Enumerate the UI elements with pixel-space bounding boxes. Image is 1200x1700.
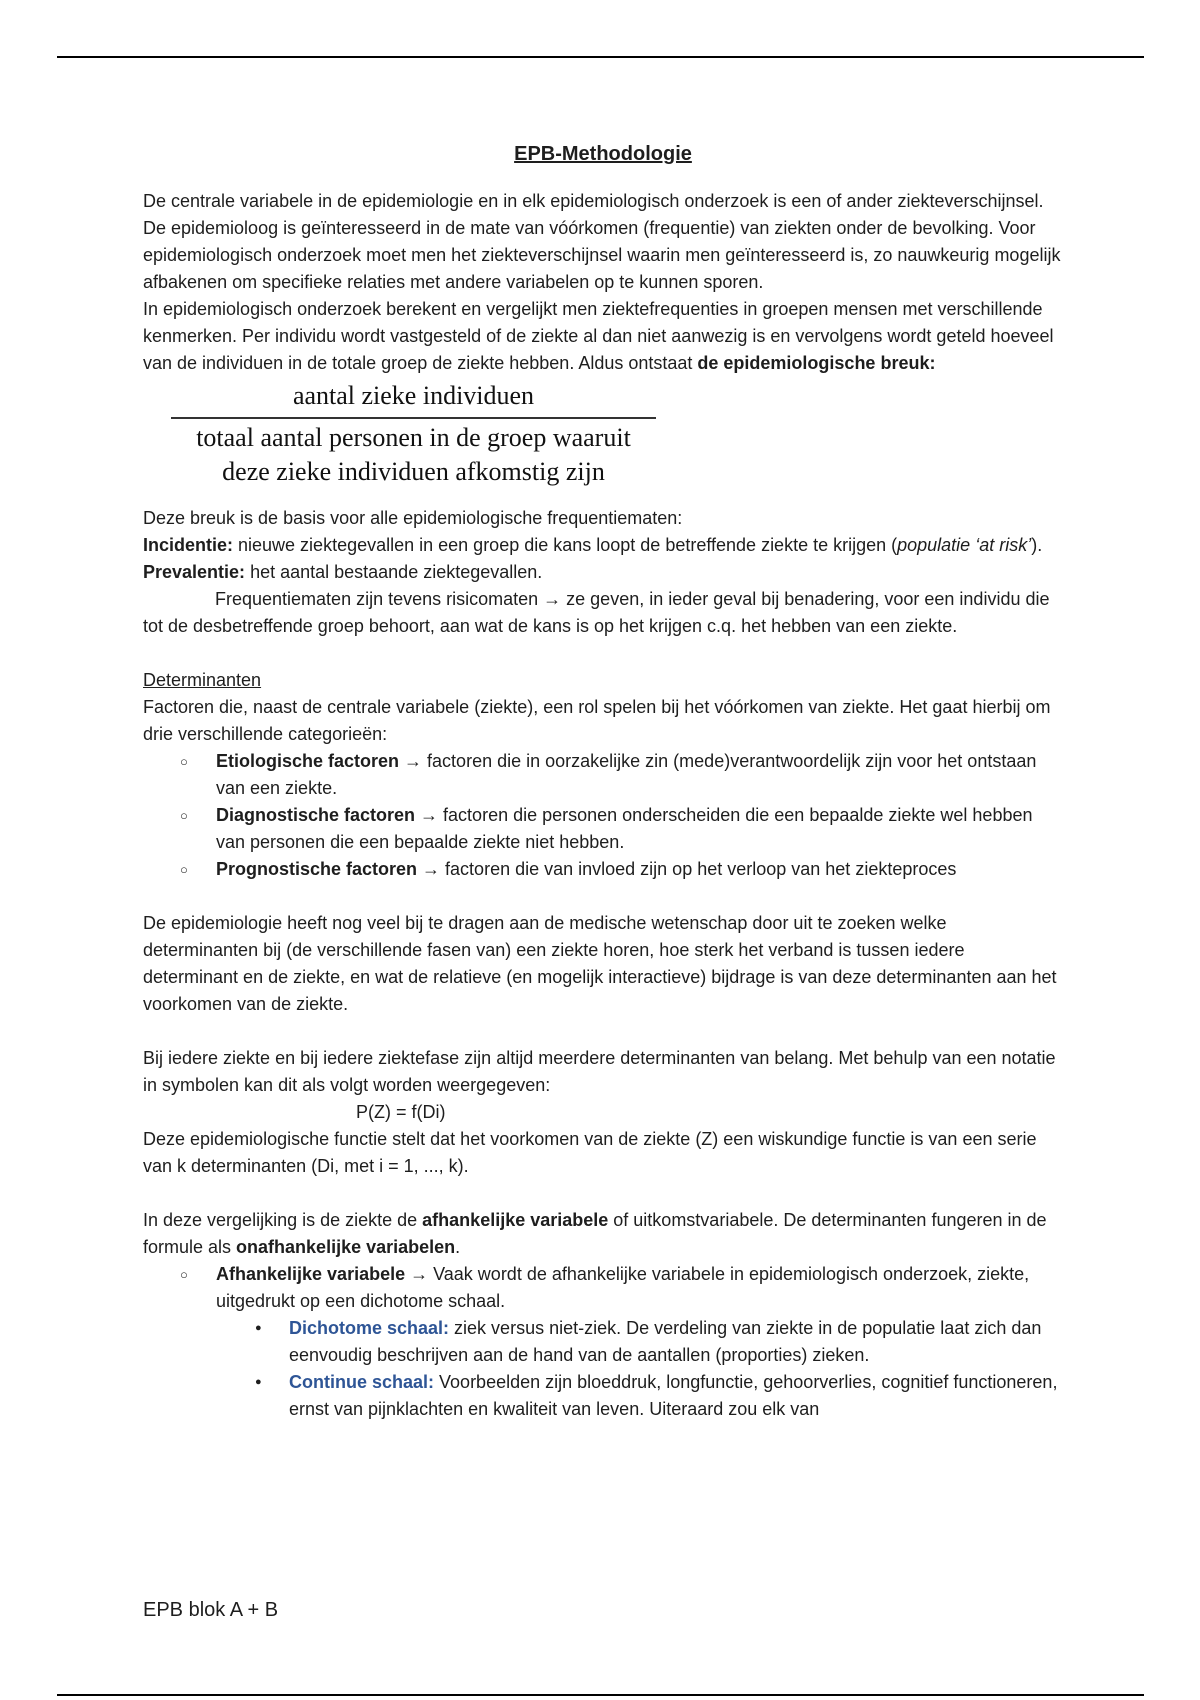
fraction-numerator: aantal zieke individuen (171, 379, 656, 419)
breuk-term: de epidemiologische breuk: (697, 353, 936, 373)
variable-list (143, 1261, 1063, 1423)
risk-paragraph: Frequentiematen zijn tevens risicomaten → ze geven, in ieder geval bij benadering, voor een individu die tot de desbetreffende groep behoort, aan wat de kans is op het krijgen c.q. het hebben van een ziekte. (143, 589, 1050, 636)
document-body (143, 140, 1063, 1423)
scale-list (216, 1315, 1063, 1423)
formula: P(Z) = f(Di) (356, 1102, 446, 1122)
determinanten-intro: Factoren die, naast de centrale variabele (ziekte), een rol spelen bij het vóórkomen van ziekte. Het gaat hierbij om drie verschillende categorieën: (143, 697, 1051, 744)
incidentie-definition: Incidentie: nieuwe ziektegevallen in een groep die kans loopt de betreffende ziekte te krijgen (populatie ‘at risk’). (143, 535, 1043, 555)
intro-paragraph: De centrale variabele in de epidemiologie en in elk epidemiologisch onderzoek is een of ander ziekteverschijnsel. De epidemioloog is geïnteresseerd in de mate van vóórkomen (frequentie) van ziekten onder de bevolking. Voor epidemiologisch onderzoek moet men het ziekteverschijnsel waarin men geïnteresseerd is, zo nauwkeurig mogelijk afbakenen om specifieke relaties met andere variabelen op te kunnen sporen. (143, 191, 1061, 292)
header-rule (57, 56, 1144, 58)
section-heading-determinanten: Determinanten (143, 670, 262, 690)
page-footer: EPB blok A + B (143, 1599, 279, 1621)
epidemiological-fraction (171, 379, 656, 489)
list-item: ○ Prognostische factoren → factoren die van invloed zijn op het verloop van het ziekteproces (216, 856, 1063, 883)
page-title: EPB-Methodologie (514, 143, 692, 165)
bijdrage-paragraph: De epidemiologie heeft nog veel bij te dragen aan de medische wetenschap door uit te zoeken welke determinanten bij (de verschillende fasen van) een ziekte horen, hoe sterk het verband is tussen iedere determinant en de ziekte, en wat de relatieve (en mogelijk interactieve) bijdrage is van deze determinanten aan het voorkomen van de ziekte. (143, 913, 1057, 1014)
determinant-list (143, 748, 1063, 883)
list-item: ○ Etiologische factoren → factoren die in oorzakelijke zin (mede)verantwoordelijk zijn voor het ontstaan van een ziekte. (216, 748, 1063, 802)
list-item: ○ Diagnostische factoren → factoren die personen onderscheiden die een bepaalde ziekte wel hebben van personen die een bepaalde ziekte niet hebben. (216, 802, 1063, 856)
fraction-denominator: totaal aantal personen in de groep waaruit deze zieke individuen afkomstig zijn (196, 423, 631, 486)
breuk-paragraph: In epidemiologisch onderzoek berekent en vergelijkt men ziektefrequenties in groepen mensen met verschillende kenmerken. Per individu wordt vastgesteld of de ziekte al dan niet aanwezig is en vervolgens wordt geteld hoeveel van de individuen in de totale groep de ziekte hebben. Aldus ontstaat de epidemiologische breuk: (143, 299, 1054, 373)
prevalentie-definition: Prevalentie: het aantal bestaande ziektegevallen. (143, 562, 543, 582)
notatie-paragraph: Bij iedere ziekte en bij iedere ziektefase zijn altijd meerdere determinanten van belang. Met behulp van een notatie in symbolen kan dit als volgt worden weergegeven: (143, 1048, 1056, 1095)
list-item: ● Continue schaal: Voorbeelden zijn bloeddruk, longfunctie, gehoorverlies, cognitief functioneren, ernst van pijnklachten en kwaliteit van leven. Uiteraard zou elk van (289, 1369, 1063, 1423)
functie-paragraph: Deze epidemiologische functie stelt dat het voorkomen van de ziekte (Z) een wiskundige functie is van een serie van k determinanten (Di, met i = 1, ..., k). (143, 1129, 1037, 1176)
list-item: ● Dichotome schaal: ziek versus niet-ziek. De verdeling van ziekte in de populatie laat zich dan eenvoudig beschrijven aan de hand van de aantallen (proporties) zieken. (289, 1315, 1063, 1369)
footer-rule (57, 1694, 1144, 1696)
vergelijking-paragraph: In deze vergelijking is de ziekte de afhankelijke variabele of uitkomstvariabele. De determinanten fungeren in de formule als onafhankelijke variabelen. (143, 1210, 1047, 1257)
list-item: ○ Afhankelijke variabele → Vaak wordt de afhankelijke variabele in epidemiologisch onderzoek, ziekte, uitgedrukt op een dichotome schaal. ● Dichotome schaal: ziek versus niet-ziek. De verdeling van ziekte in de populatie laat zich dan eenvoudig beschrijven aan de hand van de aantallen (proporties) zieken. ● Continue schaal: Voorbeelden zijn bloeddruk, longfunctie, gehoorverlies, cognitief functioneren, ernst van pijnklachten en kwaliteit van leven. Uiteraard zou elk van (216, 1261, 1063, 1423)
measures-intro: Deze breuk is de basis voor alle epidemiologische frequentiematen: (143, 508, 683, 528)
